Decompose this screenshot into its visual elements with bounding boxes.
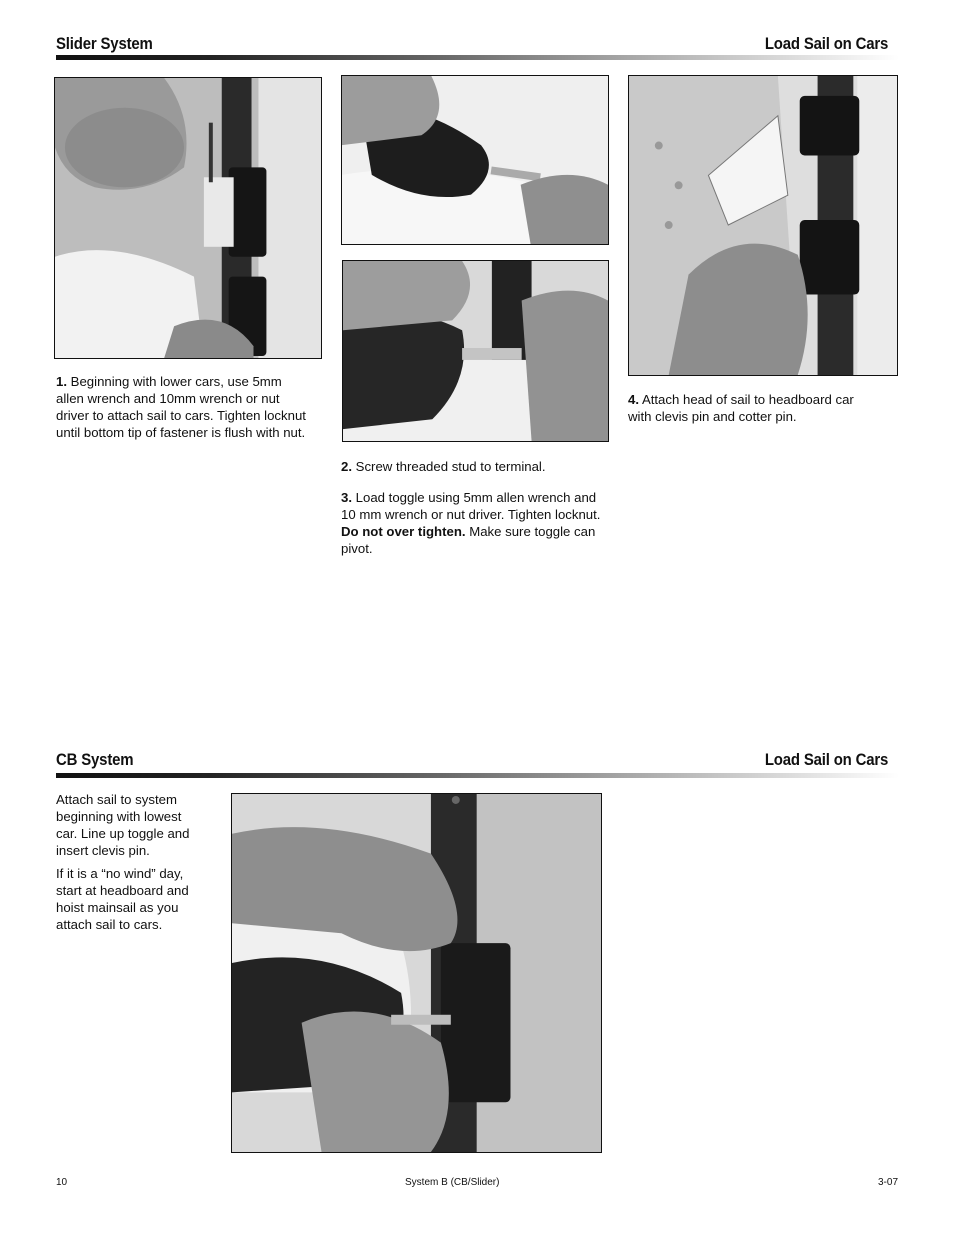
slider-section-rule — [56, 55, 899, 60]
footer-page-number: 10 — [56, 1177, 68, 1188]
slider-section-title: Slider System — [56, 34, 153, 53]
cb-section-right-title: Load Sail on Cars — [764, 750, 888, 769]
photo-step-1 — [54, 77, 322, 359]
cb-section-title: CB System — [56, 750, 134, 769]
photo-step-2 — [341, 75, 609, 245]
step-1-number: 1. — [56, 374, 67, 389]
step-3-caption — [341, 489, 603, 557]
step-3-text-before: Load toggle using 5mm allen wrench and 10 mm wrench or nut driver. Tighten locknut. — [341, 490, 601, 522]
step-4-caption — [628, 391, 860, 425]
step-2-text: Screw threaded stud to terminal. — [355, 459, 546, 474]
footer-document-title: System B (CB/Slider) — [405, 1177, 500, 1188]
step-3-warning: Do not over tighten. — [341, 524, 466, 539]
cb-paragraph-1: Attach sail to system beginning with lowest car. Line up toggle and insert clevis pin. — [56, 792, 190, 858]
photo-step-4 — [628, 75, 898, 376]
step-2-number: 2. — [341, 459, 352, 474]
step-1-caption — [56, 373, 306, 441]
step-1-text: Beginning with lower cars, use 5mm allen wrench and 10mm wrench or nut driver to attach sail to cars. Tighten locknut until bottom tip of fastener is flush with nut. — [56, 374, 306, 440]
step-3-text-after: Make sure toggle can pivot. — [341, 524, 596, 556]
step-4-number: 4. — [628, 392, 639, 407]
cb-section-rule — [56, 773, 899, 778]
photo-step-3 — [342, 260, 609, 442]
cb-paragraph-2: If it is a “no wind” day, start at headboard and hoist mainsail as you attach sail to cars. — [56, 866, 189, 932]
step-2-caption — [341, 458, 603, 475]
photo-cb-system — [231, 793, 602, 1153]
step-3-number: 3. — [341, 490, 352, 505]
footer-revision: 3-07 — [877, 1177, 898, 1188]
step-4-text: Attach head of sail to headboard car with clevis pin and cotter pin. — [628, 392, 854, 424]
cb-instructions — [56, 791, 206, 933]
slider-section-right-title: Load Sail on Cars — [764, 34, 888, 53]
